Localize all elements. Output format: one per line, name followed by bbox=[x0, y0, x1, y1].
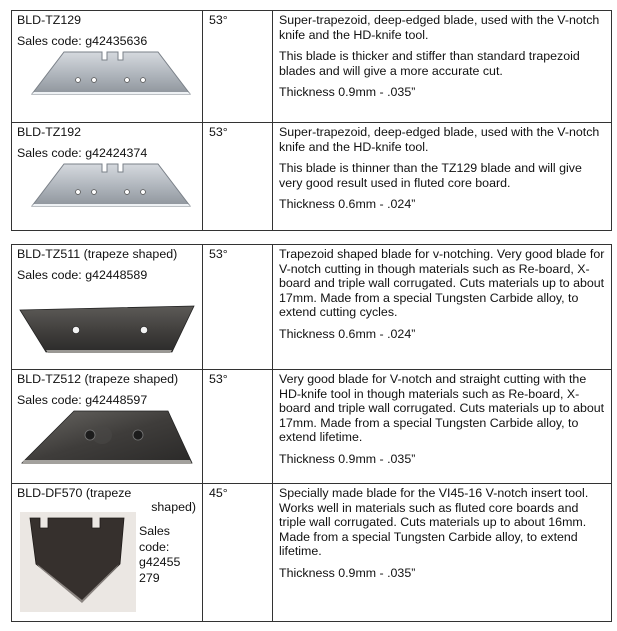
description-paragraph: Specially made blade for the VI45-16 V-notch insert tool. Works well in materials such as fluted core boards and triple wall corrugated. Cuts materials up to about 16mm. Made from a special Tungsten Carbide alloy, to extend lifetime. bbox=[279, 486, 589, 558]
sales-code: Sales code: g42435636 bbox=[17, 34, 148, 48]
angle-cell bbox=[203, 370, 273, 484]
angle-cell bbox=[203, 484, 273, 622]
blade-table-2 bbox=[11, 244, 612, 622]
product-name: BLD-TZ129 bbox=[17, 13, 82, 27]
product-name: BLD-TZ192 bbox=[17, 125, 82, 139]
thickness: Thickness 0.9mm - .035” bbox=[279, 565, 416, 580]
product-name: BLD-TZ512 (trapeze shaped) bbox=[17, 372, 179, 386]
sales-code: Sales code: g42448589 bbox=[17, 268, 148, 282]
table-row bbox=[12, 123, 612, 231]
product-cell bbox=[12, 245, 203, 370]
thickness: Thickness 0.6mm - .024” bbox=[279, 197, 416, 211]
sales-code-line: g42455 bbox=[139, 555, 181, 569]
sales-code-line: code: bbox=[139, 539, 170, 554]
product-name: BLD-TZ511 (trapeze shaped) bbox=[17, 247, 178, 261]
angle-cell bbox=[203, 123, 273, 231]
description-cell bbox=[273, 123, 612, 231]
description-paragraph: Super-trapezoid, deep-edged blade, used with the V-notch knife and the HD-knife tool. bbox=[279, 125, 600, 154]
angle-cell bbox=[203, 11, 273, 123]
blade-angle: 53° bbox=[209, 13, 228, 27]
carbide-trapeze-blade-image bbox=[12, 282, 202, 360]
description-paragraph: Super-trapezoid, deep-edged blade, used with the V-notch knife and the HD-knife tool. bbox=[279, 13, 600, 42]
description-cell bbox=[273, 484, 612, 622]
description-paragraph: Trapezoid shaped blade for v-notching. Very good blade for V-notch cutting in though materials such as Re-board, X-board and triple wall corrugated. Cuts materials up to about 17mm. Made from a special Tungsten Carbide alloy, to extend cutting cycles. bbox=[279, 247, 605, 319]
sales-code-line: 279 bbox=[139, 570, 160, 585]
blade-angle: 53° bbox=[209, 247, 228, 261]
product-name-continued: shaped) bbox=[151, 500, 196, 514]
trapezoid-blade-image bbox=[12, 48, 202, 110]
product-cell bbox=[12, 11, 203, 123]
table-row bbox=[12, 484, 612, 622]
product-cell bbox=[12, 123, 203, 231]
sales-code bbox=[139, 524, 180, 586]
sales-code: Sales code: g42424374 bbox=[17, 146, 148, 160]
thickness: Thickness 0.6mm - .024” bbox=[279, 326, 416, 341]
thickness: Thickness 0.9mm - .035” bbox=[279, 85, 416, 99]
carbide-trapeze-blade-image bbox=[12, 407, 202, 475]
description-paragraph: This blade is thinner than the TZ129 blade and will give very good result used in fluted core board. bbox=[279, 161, 582, 190]
table-row bbox=[12, 11, 612, 123]
table-row bbox=[12, 370, 612, 484]
blade-angle: 45° bbox=[209, 486, 228, 500]
description-paragraph: Very good blade for V-notch and straight cutting with the HD-knife tool in though materials such as Re-board, X-board and triple wall corrugated. Cuts materials up to about 17mm. Made from a special Tungsten Carbide alloy, to extend lifetime. bbox=[279, 372, 605, 444]
description-cell bbox=[273, 245, 612, 370]
blade-table-1 bbox=[11, 10, 612, 231]
product-cell bbox=[12, 370, 203, 484]
angle-cell bbox=[203, 245, 273, 370]
table-row bbox=[12, 245, 612, 370]
sales-code-line: Sales bbox=[139, 524, 170, 538]
thickness: Thickness 0.9mm - .035” bbox=[279, 451, 416, 466]
description-paragraph: This blade is thicker and stiffer than standard trapezoid blades and will give a more accurate cut. bbox=[279, 49, 580, 78]
description-cell bbox=[273, 11, 612, 123]
description-cell bbox=[273, 370, 612, 484]
blade-angle: 53° bbox=[209, 372, 228, 386]
product-name: BLD-DF570 (trapeze bbox=[17, 486, 132, 500]
blade-angle: 53° bbox=[209, 125, 228, 139]
sales-code: Sales code: g42448597 bbox=[17, 393, 148, 407]
v-insert-blade-image bbox=[20, 512, 136, 612]
product-cell bbox=[12, 484, 203, 622]
trapezoid-blade-image bbox=[12, 160, 202, 220]
